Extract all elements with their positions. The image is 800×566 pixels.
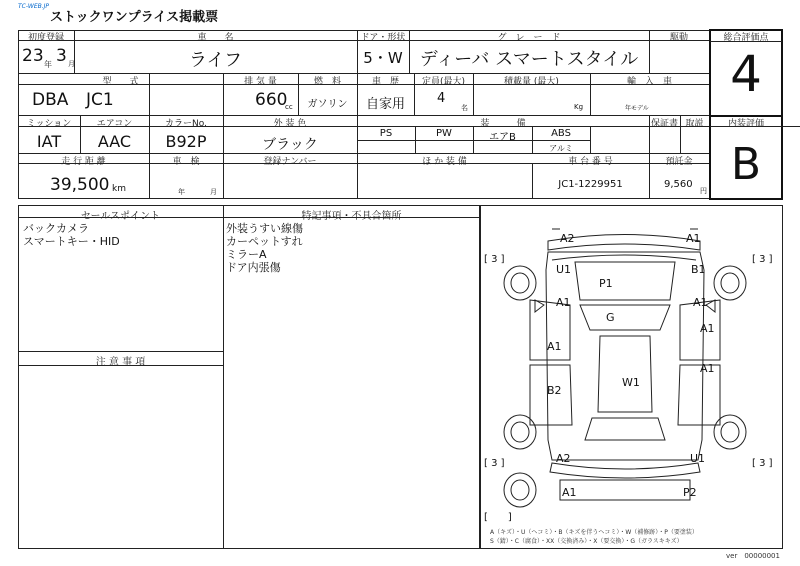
equip-pw: PW — [436, 128, 452, 139]
equip-alumi: アルミ — [549, 144, 573, 153]
label-color-no: カラーNo. — [165, 119, 207, 129]
interior-score: B — [730, 139, 762, 190]
label-car-name: 車 名 — [197, 33, 234, 43]
displacement-value: 660 — [255, 90, 288, 110]
model-prefix: DBA — [32, 90, 69, 110]
import-note: 年モデル — [625, 105, 649, 112]
car-name-value: ライフ — [189, 50, 242, 71]
list-item: 外装うすい線傷 — [226, 222, 303, 235]
mark-a1-right-mid: A1 — [700, 322, 715, 335]
label-model: 型 式 — [102, 77, 139, 87]
chassis-value: JC1-1229951 — [558, 179, 623, 190]
mark-u1-right: U1 — [690, 452, 706, 465]
ac-value: AAC — [97, 132, 132, 151]
label-drive: 駆動 — [669, 33, 688, 43]
mark-a2-top: A2 — [560, 232, 575, 245]
mark-a1-bottom: A1 — [562, 486, 577, 499]
capacity-value: 4 — [437, 91, 446, 106]
deposit-value: 9,560 — [664, 179, 693, 190]
form-title: ストックワンプライス掲載票 — [50, 10, 219, 25]
label-capacity: 定員(最大) — [421, 77, 466, 87]
fuel-value: ガソリン — [307, 99, 348, 110]
inspection-year: 年 — [178, 188, 185, 196]
mark-a2-bottom: A2 — [556, 452, 571, 465]
bracket-left-bottom: [ 3 ] — [484, 458, 505, 469]
equip-airbag: エアB — [489, 132, 516, 143]
list-item: カーペットすれ — [226, 235, 303, 248]
label-reg-number: 登録ナンバー — [263, 157, 317, 167]
equip-abs: ABS — [551, 128, 571, 139]
label-mileage: 走 行 距 離 — [61, 157, 106, 167]
label-interior-rating: 内装評価 — [727, 119, 764, 129]
mark-b1-right: B1 — [691, 263, 706, 276]
label-mission: ミッション — [26, 119, 72, 129]
label-deposit: 預託金 — [665, 157, 693, 167]
label-displacement: 排 気 量 — [244, 77, 277, 87]
label-notes: 注 意 事 項 — [95, 357, 146, 368]
mark-a1-top: A1 — [686, 232, 701, 245]
label-grade: グ レ ー ド — [497, 33, 561, 43]
mission-value: IAT — [36, 132, 62, 151]
logo: TC-WEB.JP — [18, 3, 50, 10]
car-damage-diagram — [480, 205, 782, 548]
mark-p2: P2 — [683, 486, 697, 499]
mark-b2: B2 — [547, 384, 562, 397]
ext-color-value: ブラック — [262, 137, 318, 153]
list-item: スマートキー・HID — [23, 235, 120, 248]
label-import: 輸 入 車 — [626, 77, 672, 87]
inspection-month: 月 — [210, 188, 217, 196]
history-value: 自家用 — [365, 97, 405, 112]
bracket-left-top: [ 3 ] — [484, 254, 505, 265]
label-manual: 取説 — [685, 119, 704, 129]
door-type-value: 5・W — [363, 49, 403, 67]
capacity-unit: 名 — [461, 104, 468, 112]
label-history: 車 歴 — [371, 77, 399, 87]
mark-a1-right-upper: A1 — [693, 296, 708, 309]
mark-a1-left-mid: A1 — [547, 340, 562, 353]
displacement-unit: cc — [285, 103, 293, 111]
damage-legend: A（キズ）・U（ヘコミ）・B（キズを伴うヘコミ）・W（補修跡）・P（要塗装） S（錆）・C（腐食）・XX（交換済み）・X（要交換）・G（ガラスキキズ） — [490, 529, 698, 545]
label-ext-color: 外 装 色 — [273, 119, 307, 129]
label-fuel: 燃 料 — [313, 77, 341, 87]
month-unit: 月 — [68, 60, 75, 68]
label-equipment: 装 備 — [480, 119, 526, 129]
label-warranty: 保証書 — [650, 119, 678, 129]
bracket-right-top: [ 3 ] — [752, 254, 773, 265]
label-sales-point: セールスポイント — [80, 211, 161, 222]
mark-a1-left-upper: A1 — [556, 296, 571, 309]
bracket-spare: [ ] — [484, 512, 512, 523]
month-value: 3 — [56, 46, 67, 66]
mark-p1: P1 — [599, 277, 613, 290]
label-chassis: 車 台 番 号 — [568, 157, 613, 167]
version-label: ver 00000001 — [726, 552, 780, 560]
grade-value: ディーバ スマートスタイル — [419, 49, 639, 70]
label-ac: エアコン — [96, 119, 133, 129]
label-inspection: 車 検 — [172, 157, 200, 167]
model-value: JC1 — [86, 90, 114, 110]
color-no-value: B92P — [165, 132, 207, 151]
mark-u1-left: U1 — [556, 263, 572, 276]
mark-g: G — [606, 311, 615, 324]
overall-score: 4 — [730, 45, 762, 103]
list-item: ミラーA — [226, 248, 267, 261]
label-overall: 総合評価点 — [723, 33, 769, 43]
mileage-value: 39,500 — [50, 175, 110, 195]
label-door-type: ドア・形状 — [360, 33, 406, 43]
list-item: バックカメラ — [23, 222, 89, 235]
label-payload: 積載量 (最大) — [504, 77, 559, 87]
label-other-equipment: ほ か 装 備 — [422, 157, 467, 167]
list-item: ドア内張傷 — [226, 261, 281, 274]
label-first-reg: 初度登録 — [27, 33, 64, 43]
year-value: 23 — [22, 46, 44, 66]
bracket-right-bottom: [ 3 ] — [752, 458, 773, 469]
remarks-list — [226, 222, 303, 274]
mark-w1: W1 — [622, 376, 640, 389]
year-unit: 年 — [44, 60, 52, 69]
mark-a1-right-low: A1 — [700, 362, 715, 375]
payload-unit: Kg — [574, 103, 584, 111]
equip-ps: PS — [379, 128, 393, 139]
mileage-unit: km — [112, 184, 126, 194]
sales-point-list — [23, 222, 120, 248]
label-remarks: 特記事項・不具合箇所 — [301, 211, 402, 222]
deposit-unit: 円 — [700, 187, 707, 195]
